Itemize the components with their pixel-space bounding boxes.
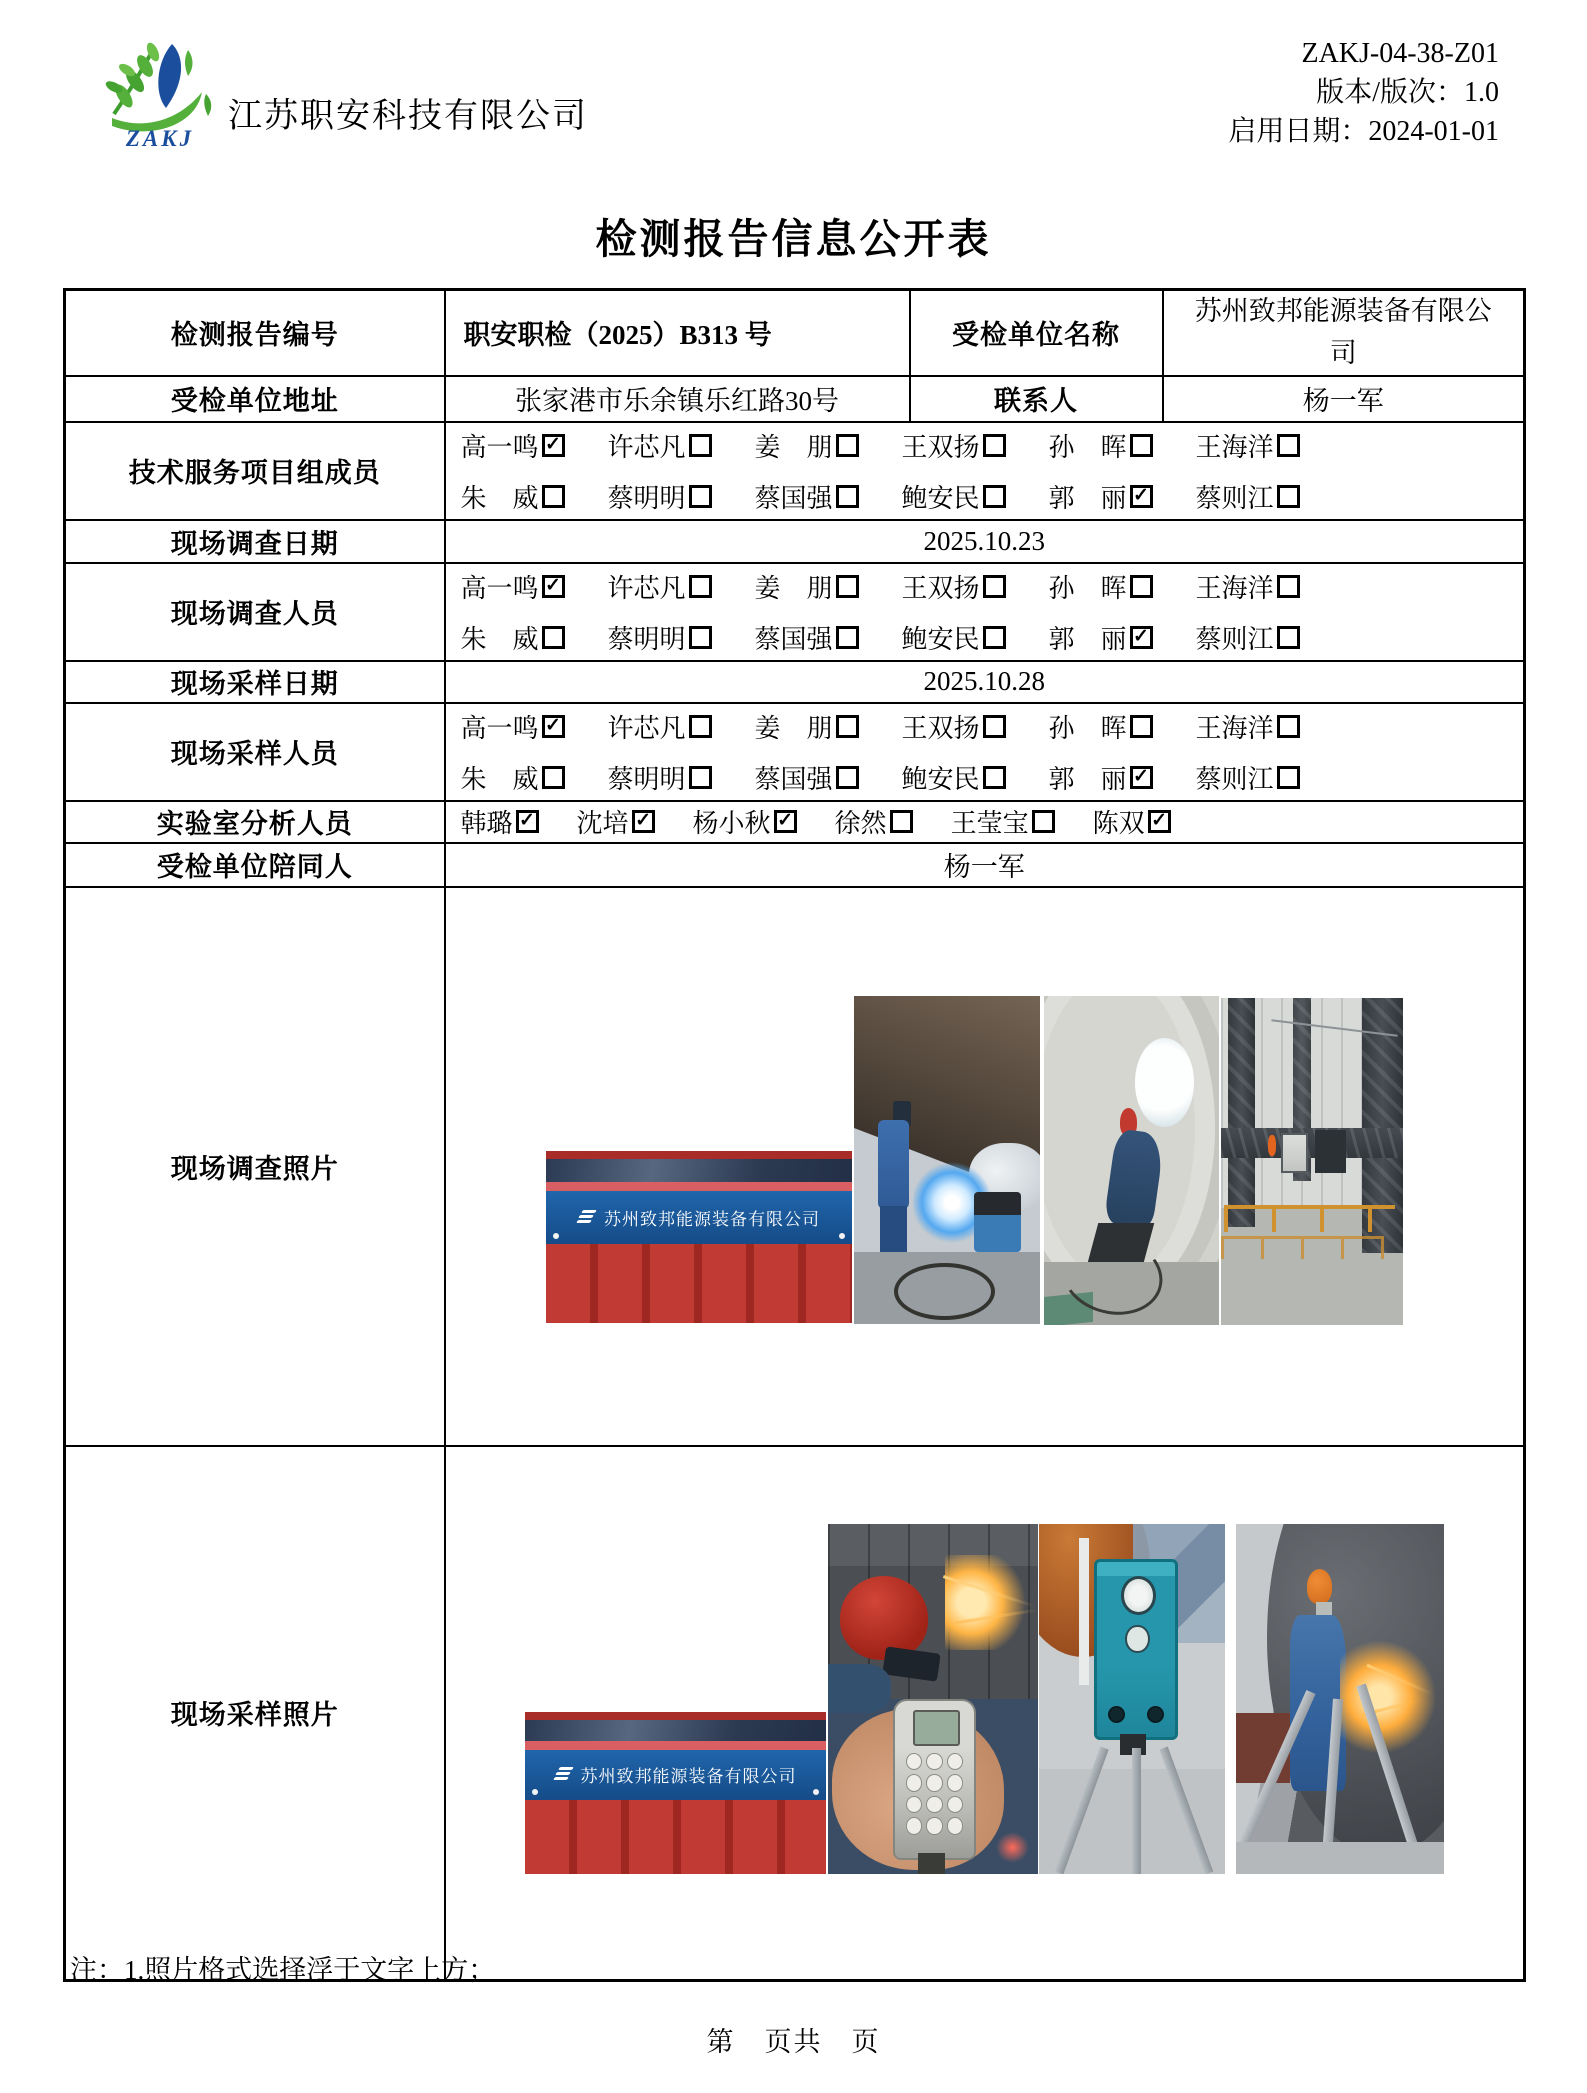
sign-roof-edge <box>525 1712 826 1720</box>
sign-pink-stripe <box>525 1741 826 1750</box>
member-item <box>1196 427 1343 464</box>
member-item <box>902 478 1049 515</box>
unit-addr-label: 受检单位地址 <box>65 376 445 422</box>
white-pole <box>1079 1538 1088 1685</box>
member-name: 蔡则江 <box>1195 624 1274 654</box>
member-name: 蔡国强 <box>754 624 833 654</box>
document-meta <box>1228 34 1499 151</box>
survey-date-label: 现场调查日期 <box>65 520 445 563</box>
member-checkbox[interactable] <box>983 626 1006 649</box>
member-name: 韩璐 <box>460 809 513 839</box>
member-checkbox[interactable] <box>516 810 539 833</box>
table-row-team <box>65 422 1525 520</box>
sampling-photo-meter <box>828 1524 1038 1874</box>
member-checkbox[interactable] <box>836 575 859 598</box>
member-item <box>1049 427 1196 464</box>
member-checkbox[interactable] <box>1130 485 1153 508</box>
member-name: 王海洋 <box>1195 713 1274 743</box>
member-item <box>755 568 902 605</box>
sign-logo-icon <box>577 1209 597 1226</box>
team-members <box>461 427 1524 515</box>
member-checkbox[interactable] <box>632 810 655 833</box>
escort-value: 杨一军 <box>445 843 1525 887</box>
member-item <box>755 708 902 745</box>
table-row-survey-date <box>65 520 1525 563</box>
report-no-label: 检测报告编号 <box>65 290 445 376</box>
member-item <box>461 478 608 515</box>
member-name: 许芯凡 <box>607 713 686 743</box>
page-footer: 第 页共 页 <box>706 2027 881 2057</box>
member-checkbox[interactable] <box>542 626 565 649</box>
survey-photo-workshop <box>1221 998 1403 1325</box>
member-checkbox[interactable] <box>542 575 565 598</box>
member-name: 蔡国强 <box>754 764 833 794</box>
member-item <box>608 759 755 796</box>
team-members-cell <box>445 422 1525 520</box>
member-item <box>1196 759 1343 796</box>
lab-staff-members <box>461 803 1523 840</box>
member-item <box>902 427 1049 464</box>
equipment-cabinet <box>1281 1133 1309 1173</box>
worker <box>1110 1108 1159 1226</box>
member-name: 王海洋 <box>1195 432 1274 462</box>
meter-keypad <box>906 1753 963 1835</box>
member-checkbox[interactable] <box>836 626 859 649</box>
unit-name-label: 受检单位名称 <box>910 290 1163 376</box>
meter-port <box>918 1853 945 1874</box>
steel-column <box>1228 998 1255 1227</box>
member-checkbox[interactable] <box>983 434 1006 457</box>
instrument-dial <box>1121 1576 1157 1615</box>
member-item <box>1049 478 1196 515</box>
member-item <box>608 568 755 605</box>
member-item <box>902 568 1049 605</box>
sampling-photo-sign <box>525 1712 826 1874</box>
member-item <box>608 619 755 656</box>
gantry-beam <box>1221 1128 1403 1157</box>
member-checkbox[interactable] <box>836 434 859 457</box>
member-name: 孙 晖 <box>1048 432 1127 462</box>
red-helmet <box>840 1576 928 1660</box>
meter-screen <box>913 1710 960 1746</box>
table-row-report-no <box>65 290 1525 376</box>
member-name: 高一鸣 <box>460 573 539 603</box>
member-name: 王双扬 <box>901 713 980 743</box>
report-table <box>63 288 1526 1982</box>
member-item <box>902 759 1049 796</box>
member-checkbox[interactable] <box>983 766 1006 789</box>
member-item <box>902 708 1049 745</box>
member-name: 姜 朋 <box>754 713 833 743</box>
sampling-date-value: 2025.10.28 <box>445 661 1525 703</box>
member-name: 蔡明明 <box>607 764 686 794</box>
member-item <box>1049 759 1196 796</box>
sign-board <box>525 1750 826 1800</box>
member-item <box>1196 568 1343 605</box>
instrument-ports <box>1097 1706 1175 1723</box>
sign-company-text: 苏州致邦能源装备有限公司 <box>604 1210 820 1230</box>
leaf-logo-icon <box>100 30 220 132</box>
company-logo <box>96 30 224 152</box>
sign-navy-band <box>546 1159 852 1181</box>
member-item <box>902 619 1049 656</box>
team-label: 技术服务项目组成员 <box>65 422 445 520</box>
member-name: 姜 朋 <box>754 573 833 603</box>
sampling-staff-cell <box>445 703 1525 801</box>
member-name: 鲍安民 <box>901 483 980 513</box>
floor <box>1236 1842 1444 1874</box>
member-checkbox[interactable] <box>836 485 859 508</box>
yellow-railing <box>1221 1236 1385 1259</box>
member-item <box>693 803 797 840</box>
member-item <box>755 619 902 656</box>
member-checkbox[interactable] <box>1148 810 1171 833</box>
doc-enable-date: 启用日期：2024-01-01 <box>1228 116 1499 147</box>
tripod-leg <box>1055 1746 1109 1874</box>
member-item <box>461 619 608 656</box>
red-indicator-glow <box>996 1832 1030 1864</box>
member-name: 郭 丽 <box>1048 624 1127 654</box>
member-name: 许芯凡 <box>607 432 686 462</box>
sign-roof-edge <box>546 1151 852 1160</box>
table-row-sampling-date <box>65 661 1525 703</box>
survey-staff-members <box>461 568 1524 656</box>
contact-value: 杨一军 <box>1163 376 1525 422</box>
survey-date-value: 2025.10.23 <box>445 520 1525 563</box>
member-checkbox[interactable] <box>689 485 712 508</box>
member-item <box>755 478 902 515</box>
sign-board <box>546 1191 852 1244</box>
page-title: 检测报告信息公开表 <box>595 216 992 262</box>
member-name: 蔡明明 <box>607 624 686 654</box>
instrument-dial <box>1125 1625 1149 1654</box>
member-item <box>1196 478 1343 515</box>
member-checkbox[interactable] <box>689 626 712 649</box>
member-item <box>608 427 755 464</box>
member-item <box>951 803 1055 840</box>
member-name: 姜 朋 <box>754 432 833 462</box>
report-no-value: 职安职检（2025）B313 号 <box>445 290 910 376</box>
member-name: 朱 威 <box>460 483 539 513</box>
member-checkbox[interactable] <box>542 485 565 508</box>
tripod-leg <box>1132 1748 1141 1874</box>
member-checkbox[interactable] <box>1130 575 1153 598</box>
member-name: 蔡国强 <box>754 483 833 513</box>
sampling-photo-label: 现场采样照片 <box>65 1446 445 1981</box>
welding-machine-cart <box>974 1192 1021 1251</box>
handheld-meter <box>893 1699 977 1861</box>
survey-staff-cell <box>445 563 1525 661</box>
member-name: 蔡明明 <box>607 483 686 513</box>
member-name: 王莹宝 <box>950 809 1029 839</box>
sampling-photo-instrument-tripod <box>1039 1524 1225 1874</box>
doc-code: ZAKJ-04-38-Z01 <box>1301 38 1499 69</box>
member-item <box>1093 803 1171 840</box>
survey-photo-welding <box>854 996 1040 1324</box>
member-checkbox[interactable] <box>689 434 712 457</box>
member-item <box>755 759 902 796</box>
unit-addr-value: 张家港市乐余镇乐红路30号 <box>445 376 910 422</box>
sign-logo-icon <box>554 1766 574 1783</box>
member-item <box>608 478 755 515</box>
member-checkbox[interactable] <box>983 715 1006 738</box>
table-row-lab-staff <box>65 801 1525 843</box>
sign-bolt <box>839 1233 845 1239</box>
member-checkbox[interactable] <box>1277 485 1300 508</box>
member-name: 徐然 <box>834 809 887 839</box>
table-row-address <box>65 376 1525 422</box>
member-checkbox[interactable] <box>689 766 712 789</box>
sign-bolt <box>532 1789 538 1795</box>
member-checkbox[interactable] <box>542 715 565 738</box>
member-item <box>1049 708 1196 745</box>
member-checkbox[interactable] <box>983 485 1006 508</box>
sampling-date-label: 现场采样日期 <box>65 661 445 703</box>
doc-version: 版本/版次：1.0 <box>1316 77 1499 108</box>
member-item <box>1196 619 1343 656</box>
member-checkbox[interactable] <box>542 766 565 789</box>
welder-body <box>878 1120 910 1209</box>
survey-photo-label: 现场调查照片 <box>65 887 445 1446</box>
teal-instrument-box <box>1094 1559 1178 1740</box>
table-row-sampling-photos <box>65 1446 1525 1981</box>
sign-bolt <box>813 1789 819 1795</box>
sign-navy-band <box>525 1720 826 1741</box>
member-name: 杨小秋 <box>692 809 771 839</box>
table-row-survey-photos <box>65 887 1525 1446</box>
sign-bolt <box>553 1233 559 1239</box>
member-name: 沈培 <box>576 809 629 839</box>
member-item <box>461 759 608 796</box>
member-name: 陈双 <box>1092 809 1145 839</box>
member-item <box>461 708 608 745</box>
document-header <box>0 28 1587 178</box>
member-item <box>1196 708 1343 745</box>
sign-pink-stripe <box>546 1182 852 1191</box>
lab-staff-label: 实验室分析人员 <box>65 801 445 843</box>
member-name: 鲍安民 <box>901 764 980 794</box>
worker-body <box>1104 1128 1166 1229</box>
member-item <box>755 427 902 464</box>
contact-label: 联系人 <box>910 376 1163 422</box>
member-name: 许芯凡 <box>607 573 686 603</box>
member-checkbox[interactable] <box>689 575 712 598</box>
survey-photo-cylinder <box>1044 996 1219 1325</box>
member-name: 孙 晖 <box>1048 573 1127 603</box>
logo-text: ZAKJ <box>125 126 195 151</box>
member-checkbox[interactable] <box>1130 434 1153 457</box>
member-name: 孙 晖 <box>1048 713 1127 743</box>
member-name: 鲍安民 <box>901 624 980 654</box>
survey-photo-sign <box>546 1151 852 1323</box>
member-checkbox[interactable] <box>1277 766 1300 789</box>
sampling-staff-members <box>461 708 1524 796</box>
sampling-staff-label: 现场采样人员 <box>65 703 445 801</box>
member-checkbox[interactable] <box>1130 715 1153 738</box>
member-checkbox[interactable] <box>1277 715 1300 738</box>
member-checkbox[interactable] <box>836 715 859 738</box>
table-row-sampling-staff <box>65 703 1525 801</box>
member-name: 王海洋 <box>1195 573 1274 603</box>
member-item <box>461 803 539 840</box>
member-item <box>1049 568 1196 605</box>
member-item <box>608 708 755 745</box>
sign-company-text: 苏州致邦能源装备有限公司 <box>580 1767 797 1787</box>
member-checkbox[interactable] <box>689 715 712 738</box>
company-name: 江苏职安科技有限公司 <box>228 98 588 135</box>
member-checkbox[interactable] <box>890 810 913 833</box>
table-row-survey-staff <box>65 563 1525 661</box>
member-name: 蔡则江 <box>1195 483 1274 513</box>
member-checkbox[interactable] <box>983 575 1006 598</box>
member-item <box>835 803 913 840</box>
member-checkbox[interactable] <box>1032 810 1055 833</box>
member-checkbox[interactable] <box>1277 626 1300 649</box>
member-item <box>1049 619 1196 656</box>
member-item <box>461 427 608 464</box>
escort-label: 受检单位陪同人 <box>65 843 445 887</box>
sampling-photo-grinding <box>1236 1524 1444 1874</box>
sampling-photos-cell <box>445 1446 1525 1981</box>
member-name: 朱 威 <box>460 624 539 654</box>
survey-staff-label: 现场调查人员 <box>65 563 445 661</box>
survey-photos-cell <box>445 887 1525 1446</box>
member-item <box>461 568 608 605</box>
lab-staff-cell <box>445 801 1525 843</box>
member-name: 朱 威 <box>460 764 539 794</box>
member-checkbox[interactable] <box>1277 575 1300 598</box>
member-checkbox[interactable] <box>1130 766 1153 789</box>
member-checkbox[interactable] <box>774 810 797 833</box>
member-checkbox[interactable] <box>1130 626 1153 649</box>
member-name: 郭 丽 <box>1048 764 1127 794</box>
member-name: 高一鸣 <box>460 432 539 462</box>
unit-name-value: 苏州致邦能源装备有限公司 <box>1163 290 1525 376</box>
table-row-escort <box>65 843 1525 887</box>
worker-vest <box>1268 1135 1276 1156</box>
member-name: 高一鸣 <box>460 713 539 743</box>
yellow-railing <box>1224 1205 1395 1232</box>
footnote: 注：1.照片格式选择浮于文字上方； <box>70 1955 496 1985</box>
member-checkbox[interactable] <box>542 434 565 457</box>
member-checkbox[interactable] <box>1277 434 1300 457</box>
worker-shoulder <box>828 1664 891 1713</box>
orange-helmet <box>1307 1569 1332 1604</box>
member-item <box>577 803 655 840</box>
member-name: 王双扬 <box>901 432 980 462</box>
member-checkbox[interactable] <box>836 766 859 789</box>
member-name: 王双扬 <box>901 573 980 603</box>
sparks-glow <box>1340 1639 1440 1755</box>
member-name: 郭 丽 <box>1048 483 1127 513</box>
tripod-leg <box>1160 1746 1214 1874</box>
equipment-box <box>1315 1130 1346 1173</box>
member-name: 蔡则江 <box>1195 764 1274 794</box>
